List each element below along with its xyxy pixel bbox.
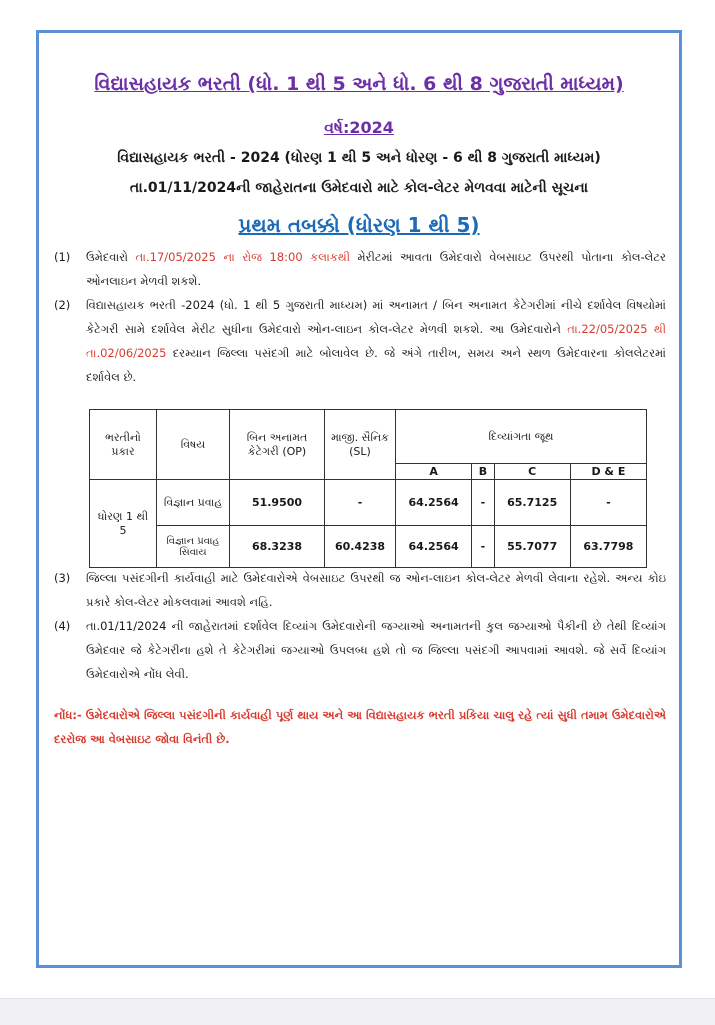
bottom-bar: [0, 998, 715, 1025]
paragraph-text: [86, 245, 666, 293]
cell-group-c: 55.7077: [494, 526, 570, 568]
header-disability: દિવ્યાંગતા જૂથ: [396, 410, 647, 464]
note-text: નોંધ:- ઉમેદવારોએ જિલ્લા પસંદગીની કાર્યવાહી પૂર્ણ થાય અને આ વિદ્યાસહાયક ભરતી પ્રકિયા ચાલુ રહે ત્યાં સુધી તમામ ઉમેદવારોએ દરરોજ આ વેબસાઇટ જોવા વિનંતી છે.: [54, 708, 666, 746]
cell-group-a: 64.2564: [396, 526, 472, 568]
phase-heading: પ્રથમ તબક્કો (ધોરણ 1 થી 5): [238, 213, 480, 237]
header-recruitment-type: ભરતીનો પ્રકાર: [90, 410, 157, 480]
text-segment: ઉમેદવારો: [86, 250, 136, 264]
header-subject: વિષય: [157, 410, 230, 480]
header-op: બિન અનામત કેટેગરી (OP): [230, 410, 325, 480]
paragraph-number: (3): [54, 571, 71, 585]
highlighted-date: તા.22/05/2025 થી તા.02/06/2025: [86, 322, 666, 360]
document-year: વર્ષ:2024: [324, 118, 394, 137]
cell-group-b: -: [472, 480, 494, 526]
table-row: [90, 526, 647, 568]
cell-op: 51.9500: [230, 480, 325, 526]
header-group-c: C: [494, 464, 570, 480]
text-segment: દરમ્યાન જિલ્લા પસંદગી માટે બોલાવેલ છે. જે અંગે તારીખ, સમય અને સ્થળ ઉમેદવારના કોલલેટરમાં દર્શાવેલ છે.: [86, 346, 666, 384]
highlighted-date: તા.17/05/2025 ના રોજ 18:00 કલાકથી: [135, 250, 351, 264]
cell-subject: વિજ્ઞાન પ્રવાહ: [157, 480, 230, 526]
paragraph-text: [86, 293, 666, 389]
paragraph-number: (4): [54, 619, 71, 633]
paragraph-text: જિલ્લા પસંદગીની કાર્યવાહી માટે ઉમેદવારોએ વેબસાઇટ ઉપરથી જ ઓન-લાઇન કોલ-લેટર મેળવી લેવાના રહેશે. અન્ય કોઇ પ્રકારે કોલ-લેટર મોકલવામાં આવશે નહિ.: [86, 571, 666, 609]
text-segment: મેરીટમાં આવતા ઉમેદવારો વેબસાઇટ ઉપરથી પોતાના કોલ-લેટર ઓનલાઇન મેળવી શકશે.: [86, 250, 667, 288]
cell-op: 68.3238: [230, 526, 325, 568]
document-frame: [36, 30, 682, 968]
cell-subject: વિજ્ઞાન પ્રવાહ સિવાય: [157, 526, 230, 568]
header-group-b: B: [472, 464, 494, 480]
subtitle-line-1: વિદ્યાસહાયક ભરતી - 2024 (ધોરણ 1 થી 5 અને ધોરણ - 6 થી 8 ગુજરાતી માધ્યમ): [117, 150, 601, 166]
paragraph-text: તા.01/11/2024 ની જાહેરાતમાં દર્શાવેલ દિવ્યાંગ ઉમેદવારોની જગ્યાઓ અનામતની કુલ જગ્યાઓ પૈકીની છે તેથી દિવ્યાંગ ઉમેદવાર જે કેટેગરીના હશે તે કેટેગરીમાં જગ્યાઓ ઉપલબ્ધ હશે તો જ જિલ્લા પસંદગી આપવામાં આવશે. જે સર્વે દિવ્યાંગ ઉમેદવારોએ નોંધ લેવી.: [86, 619, 666, 681]
merit-table: [89, 409, 647, 568]
paragraph-number: (1): [54, 250, 71, 264]
text-segment: વિદ્યાસહાયક ભરતી -2024 (ધો. 1 થી 5 ગુજરાતી માધ્યમ) માં અનામત / બિન અનામત કેટેગરીમાં નીચે દર્શાવેલ વિષયોમાં કેટેગરી સામે દર્શાવેલ મેરીટ સુધીના ઉમેદવારો ઓન-લાઇન કોલ-લેટર મેળવી શકશે. આ ઉમેદવારોને: [86, 298, 666, 336]
paragraph-3: [54, 566, 666, 614]
paragraph-2: [54, 293, 666, 389]
cell-group-a: 64.2564: [396, 480, 472, 526]
cell-group-de: 63.7798: [570, 526, 646, 568]
cell-group-c: 65.7125: [494, 480, 570, 526]
cell-group-de: -: [570, 480, 646, 526]
document-title: વિદ્યાસહાયક ભરતી (ધો. 1 થી 5 અને ધો. 6 થી 8 ગુજરાતી માધ્યમ): [94, 73, 624, 95]
cell-sl: -: [325, 480, 396, 526]
cell-group-b: -: [472, 526, 494, 568]
header-group-de: D & E: [570, 464, 646, 480]
table-row: [90, 480, 647, 526]
paragraph-number: (2): [54, 298, 71, 312]
cell-sl: 60.4238: [325, 526, 396, 568]
subtitle-line-2: તા.01/11/2024ની જાહેરાતના ઉમેદવારો માટે કોલ-લેટર મેળવવા માટેની સૂચના: [129, 180, 589, 196]
paragraph-4: [54, 614, 666, 686]
header-group-a: A: [396, 464, 472, 480]
paragraph-1: [54, 245, 666, 293]
header-sl: માજી. સૈનિક (SL): [325, 410, 396, 480]
cell-recruitment-type: ધોરણ 1 થી 5: [90, 480, 157, 568]
